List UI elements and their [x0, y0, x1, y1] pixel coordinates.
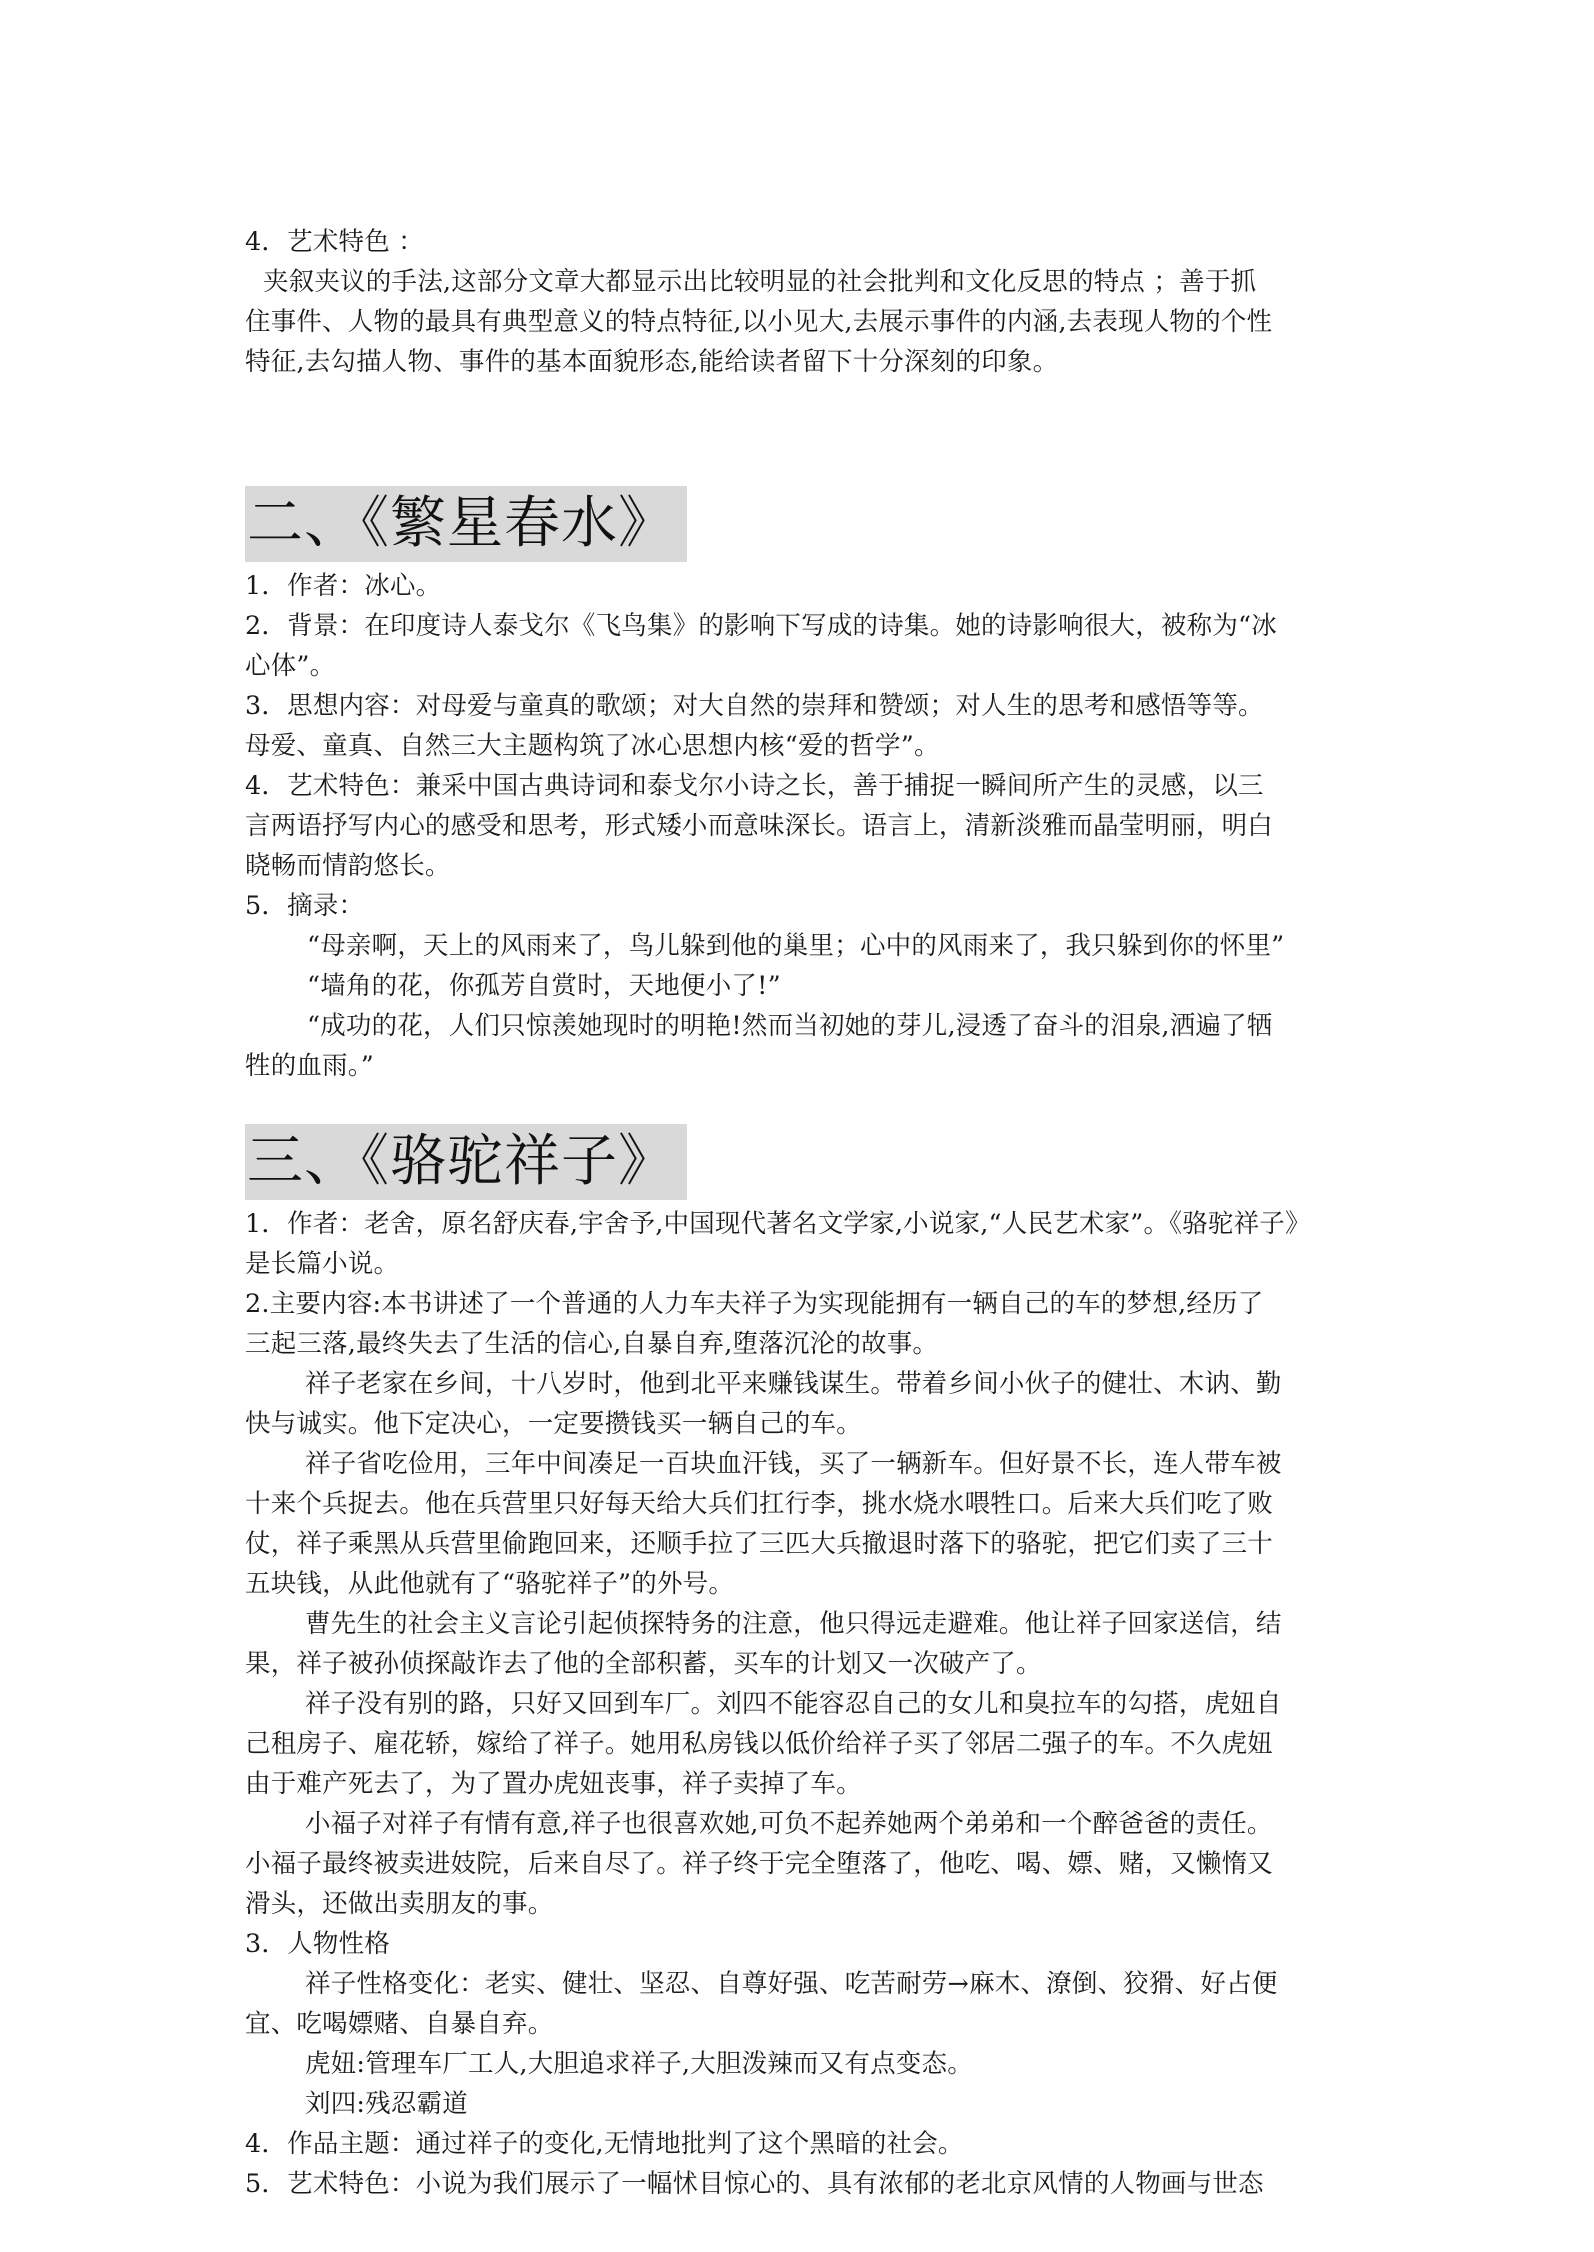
section2-heading: 二、《繁星春水》: [245, 486, 687, 562]
section3-para4-line-3: 由于难产死去了，为了置办虎妞丧事，祥子卖掉了车。: [245, 1769, 862, 1799]
section2-quote-tail: 牲的血雨。”: [245, 1051, 374, 1081]
section3-xiangzi-line-2: 宜、吃喝嫖赌、自暴自弃。: [245, 2009, 554, 2039]
section3-heading: 三、《骆驼祥子》: [245, 1124, 687, 1200]
section1-item4-label: 4．艺术特色 ：: [245, 227, 424, 257]
section3-liusi: 刘四:残忍霸道: [305, 2089, 468, 2119]
section3-para4-line-2: 己租房子、雇花轿，嫁给了祥子。她用私房钱以低价给祥子买了邻居二强子的车。不久虎妞: [245, 1729, 1274, 1759]
section3-para5-line-1: 小福子对祥子有情有意,祥子也很喜欢她,可负不起养她两个弟弟和一个醉爸爸的责任。: [305, 1809, 1273, 1839]
section2-line-4: 3．思想内容：对母爱与童真的歌颂；对大自然的崇拜和赞颂；对人生的思考和感悟等等。: [245, 691, 1264, 721]
section3-item3-label: 3．人物性格: [245, 1929, 390, 1959]
section2-line-9: 5．摘录：: [245, 891, 365, 921]
section2-line-1: 1．作者：冰心。: [245, 571, 442, 601]
section3-heading-wrap: [245, 1124, 1355, 1204]
section3-para1-line-1: 祥子老家在乡间，十八岁时，他到北平来赚钱谋生。带着乡间小伙子的健壮、木讷、勤: [305, 1369, 1282, 1399]
section3-line-1: 1．作者：老舍，原名舒庆春,宇舍予,中国现代著名文学家,小说家,“人民艺术家”。《骆驼祥子》: [245, 1209, 1311, 1239]
section3-huniu: 虎妞:管理车厂工人,大胆追求祥子,大胆泼辣而又有点变态。: [305, 2049, 973, 2079]
section3-para1-line-2: 快与诚实。他下定决心，一定要攒钱买一辆自己的车。: [245, 1409, 862, 1439]
section3-para5-line-2: 小福子最终被卖进妓院，后来自尽了。祥子终于完全堕落了，他吃、喝、嫖、赌，又懒惰又: [245, 1849, 1274, 1879]
spacer: [245, 382, 1355, 486]
section3-para5-line-3: 滑头，还做出卖朋友的事。: [245, 1889, 554, 1919]
section3-para2-line-3: 仗，祥子乘黑从兵营里偷跑回来，还顺手拉了三匹大兵撤退时落下的骆驼，把它们卖了三十: [245, 1529, 1274, 1559]
section2-line-5: 母爱、童真、自然三大主题构筑了冰心思想内核“爱的哲学”。: [245, 731, 940, 761]
section3-xiangzi-line-1: 祥子性格变化：老实、健壮、坚忍、自尊好强、吃苦耐劳→麻木、潦倒、狡猾、好占便: [305, 1969, 1278, 1999]
section3-para2-line-1: 祥子省吃俭用，三年中间凑足一百块血汗钱，买了一辆新车。但好景不长，连人带车被: [305, 1449, 1282, 1479]
section3-para3-line-2: 果，祥子被孙侦探敲诈去了他的全部积蓄，买车的计划又一次破产了。: [245, 1649, 1042, 1679]
section3-para2-line-2: 十来个兵捉去。他在兵营里只好每天给大兵们扛行李，挑水烧水喂牲口。后来大兵们吃了败: [245, 1489, 1274, 1519]
section1-item4-line-2: 住事件、人物的最具有典型意义的特点特征,以小见大,去展示事件的内涵,去表现人物的个性: [245, 307, 1273, 337]
section3-line-4: 三起三落,最终失去了生活的信心,自暴自弃,堕落沉沦的故事。: [245, 1329, 939, 1359]
section2-heading-wrap: [245, 486, 1355, 566]
section2-line-3: 心体”。: [245, 651, 336, 681]
section3-item4: 4．作品主题：通过祥子的变化,无情地批判了这个黑暗的社会。: [245, 2129, 964, 2159]
section3-para4-line-1: 祥子没有别的路，只好又回到车厂。刘四不能容忍自己的女儿和臭拉车的勾搭，虎妞自: [305, 1689, 1282, 1719]
section2-quote-1: “母亲啊，天上的风雨来了，鸟儿躲到他的巢里；心中的风雨来了，我只躲到你的怀里”: [307, 931, 1285, 961]
section2-line-8: 晓畅而情韵悠长。: [245, 851, 451, 881]
section1-item4-line-1: 夹叙夹议的手法,这部分文章大都显示出比较明显的社会批判和文化反思的特点 ；善于抓: [263, 267, 1257, 297]
section2-quote-2: “墙角的花，你孤芳自赏时，天地便小了!”: [307, 971, 781, 1001]
document-content: [245, 222, 1355, 2204]
section3-line-2: 是长篇小说。: [245, 1249, 400, 1279]
section1-item4-line-3: 特征,去勾描人物、事件的基本面貌形态,能给读者留下十分深刻的印象。: [245, 347, 1059, 377]
section2-line-2: 2．背景：在印度诗人泰戈尔《飞鸟集》的影响下写成的诗集。她的诗影响很大，被称为“冰: [245, 611, 1277, 641]
section3-item5: 5．艺术特色：小说为我们展示了一幅怵目惊心的、具有浓郁的老北京风情的人物画与世态: [245, 2169, 1264, 2199]
section2-line-7: 言两语抒写内心的感受和思考，形式矮小而意味深长。语言上，清新淡雅而晶莹明丽，明白: [245, 811, 1274, 841]
section3-para2-line-4: 五块钱，从此他就有了“骆驼祥子”的外号。: [245, 1569, 735, 1599]
spacer: [245, 1086, 1355, 1124]
section3-para3-line-1: 曹先生的社会主义言论引起侦探特务的注意，他只得远走避难。他让祥子回家送信，结: [305, 1609, 1282, 1639]
section3-line-3: 2.主要内容:本书讲述了一个普通的人力车夫祥子为实现能拥有一辆自己的车的梦想,经历了: [245, 1289, 1264, 1319]
section2-quote-3: “成功的花，人们只惊羡她现时的明艳!然而当初她的芽儿,浸透了奋斗的泪泉,洒遍了牺: [307, 1011, 1273, 1041]
section2-line-6: 4．艺术特色：兼采中国古典诗词和泰戈尔小诗之长，善于捕捉一瞬间所产生的灵感，以三: [245, 771, 1264, 801]
